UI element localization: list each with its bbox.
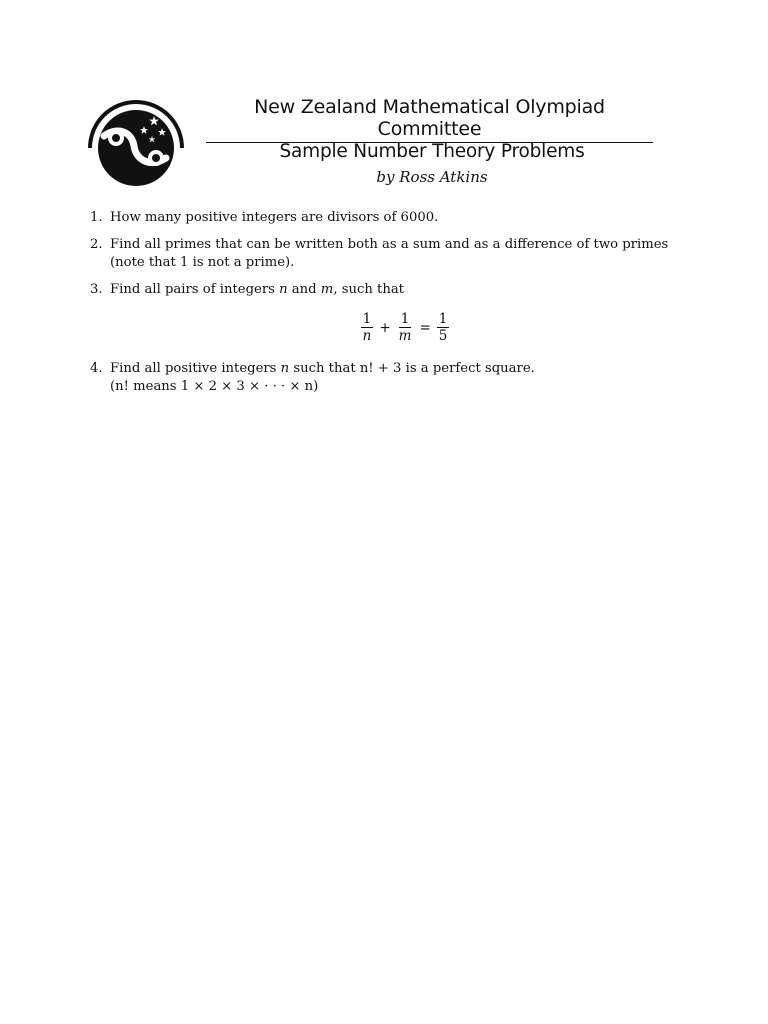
author-line: by Ross Atkins bbox=[376, 168, 488, 186]
problem-number: 3. bbox=[90, 282, 103, 297]
problem-number: 1. bbox=[90, 210, 103, 225]
equation bbox=[110, 311, 700, 344]
problem-3 bbox=[88, 281, 700, 344]
problem-1 bbox=[88, 209, 700, 227]
fraction-1-over-m: $\frac{1}{m}$ bbox=[398, 311, 412, 344]
problem-4 bbox=[88, 360, 700, 396]
problem-number: 2. bbox=[90, 237, 103, 252]
problem-text: Find all positive integers n such that n! + 3 is a perfect square. bbox=[110, 361, 535, 376]
problem-list bbox=[88, 209, 700, 405]
equals-sign: = bbox=[419, 319, 431, 336]
problem-number: 4. bbox=[90, 361, 103, 376]
problem-text: How many positive integers are divisors of 6000. bbox=[110, 210, 439, 225]
page-title: Sample Number Theory Problems bbox=[279, 141, 585, 162]
committee-name: New Zealand Mathematical Olympiad Committee bbox=[206, 96, 653, 143]
nzmoc-logo bbox=[84, 96, 188, 188]
fraction-1-over-5: $\frac{1}{5}$ bbox=[438, 311, 448, 344]
fraction-1-over-n: $\frac{1}{n}$ bbox=[362, 311, 372, 344]
problem-text: Find all primes that can be written both as a sum and as a difference of two primes (note that 1 is not a prime). bbox=[110, 237, 669, 270]
factorial-note: (n! means 1 × 2 × 3 × · · · × n) bbox=[110, 379, 319, 394]
problem-text: Find all pairs of integers n and m, such that bbox=[110, 282, 404, 297]
problem-2 bbox=[88, 236, 700, 272]
plus-sign: + bbox=[379, 319, 391, 336]
